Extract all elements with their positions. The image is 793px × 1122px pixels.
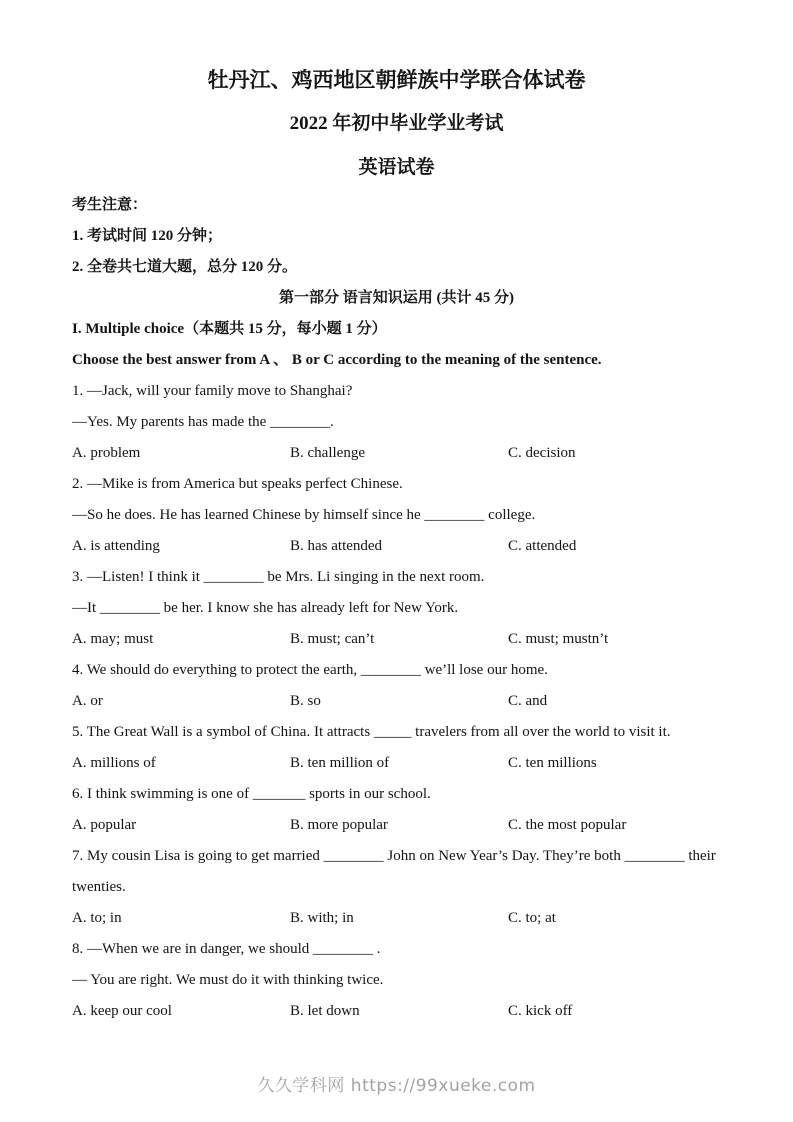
option-a: A. may; must <box>72 631 154 647</box>
notice-item-2: 2. 全卷共七道大题，总分 120 分。 <box>72 259 298 275</box>
watermark: 久久学科网 https://99xueke.com <box>257 1076 536 1096</box>
question-line: twenties. <box>72 879 126 895</box>
option-c: C. to; at <box>508 910 556 926</box>
option-b: B. let down <box>290 1003 360 1019</box>
option-c: C. the most popular <box>508 817 627 833</box>
options-row <box>72 903 721 934</box>
question-line: — You are right. We must do it with thinking twice. <box>72 972 384 988</box>
subject-title: 英语试卷 <box>358 157 435 178</box>
option-c: C. and <box>508 693 548 709</box>
option-c: C. decision <box>508 445 576 461</box>
option-a: A. millions of <box>72 755 156 771</box>
option-c: C. ten millions <box>508 755 597 771</box>
option-b: B. must; can’t <box>290 631 375 647</box>
question-line: 5. The Great Wall is a symbol of China. It attracts _____ travelers from all over the world to visit it. <box>72 724 671 740</box>
option-a: A. problem <box>72 445 141 461</box>
option-c: C. attended <box>508 538 577 554</box>
question-line: —Yes. My parents has made the ________. <box>72 414 334 430</box>
instruction: Choose the best answer from A 、 B or C according to the meaning of the sentence. <box>72 352 602 368</box>
question-line: 7. My cousin Lisa is going to get married ________ John on New Year’s Day. They’re both ________ their <box>72 848 716 864</box>
option-c: C. must; mustn’t <box>508 631 609 647</box>
option-c: C. kick off <box>508 1003 573 1019</box>
option-a: A. or <box>72 693 103 709</box>
options-row <box>72 624 721 655</box>
notice-heading: 考生注意： <box>72 197 148 213</box>
notice-item-1: 1. 考试时间 120 分钟； <box>72 228 223 244</box>
options-row <box>72 531 721 562</box>
paper-body <box>0 190 793 1027</box>
question-line: 6. I think swimming is one of _______ sports in our school. <box>72 786 431 802</box>
options-row <box>72 686 721 717</box>
question-line: —So he does. He has learned Chinese by himself since he ________ college. <box>72 507 536 523</box>
exam-year-title: 2022 年初中毕业学业考试 <box>289 113 504 134</box>
question-1 <box>72 376 721 469</box>
options-row <box>72 996 721 1027</box>
question-line: 8. —When we are in danger, we should ________ . <box>72 941 381 957</box>
option-a: A. popular <box>72 817 137 833</box>
option-a: A. to; in <box>72 910 122 926</box>
options-row <box>72 810 721 841</box>
paper-title: 牡丹江、鸡西地区朝鲜族中学联合体试卷 <box>207 68 586 92</box>
question-line: 2. —Mike is from America but speaks perfect Chinese. <box>72 476 403 492</box>
option-b: B. more popular <box>290 817 388 833</box>
question-line: 3. —Listen! I think it ________ be Mrs. Li singing in the next room. <box>72 569 485 585</box>
question-4 <box>72 655 721 717</box>
question-line: —It ________ be her. I know she has already left for New York. <box>72 600 459 616</box>
question-5 <box>72 717 721 779</box>
options-row <box>72 748 721 779</box>
question-line: 1. —Jack, will your family move to Shanghai? <box>72 383 353 399</box>
option-b: B. with; in <box>290 910 354 926</box>
question-8 <box>72 934 721 1027</box>
title-block <box>0 0 793 190</box>
question-line: 4. We should do everything to protect the earth, ________ we’ll lose our home. <box>72 662 548 678</box>
multiple-choice-heading: I. Multiple choice（本题共 15 分，每小题 1 分） <box>72 321 387 337</box>
question-6 <box>72 779 721 841</box>
option-a: A. keep our cool <box>72 1003 172 1019</box>
question-7 <box>72 841 721 934</box>
options-row <box>72 438 721 469</box>
option-b: B. challenge <box>290 445 365 461</box>
question-2 <box>72 469 721 562</box>
section-heading: 第一部分 语言知识运用 (共计 45 分) <box>279 290 514 306</box>
question-3 <box>72 562 721 655</box>
option-b: B. so <box>290 693 321 709</box>
option-b: B. has attended <box>290 538 383 554</box>
option-b: B. ten million of <box>290 755 390 771</box>
option-a: A. is attending <box>72 538 160 554</box>
